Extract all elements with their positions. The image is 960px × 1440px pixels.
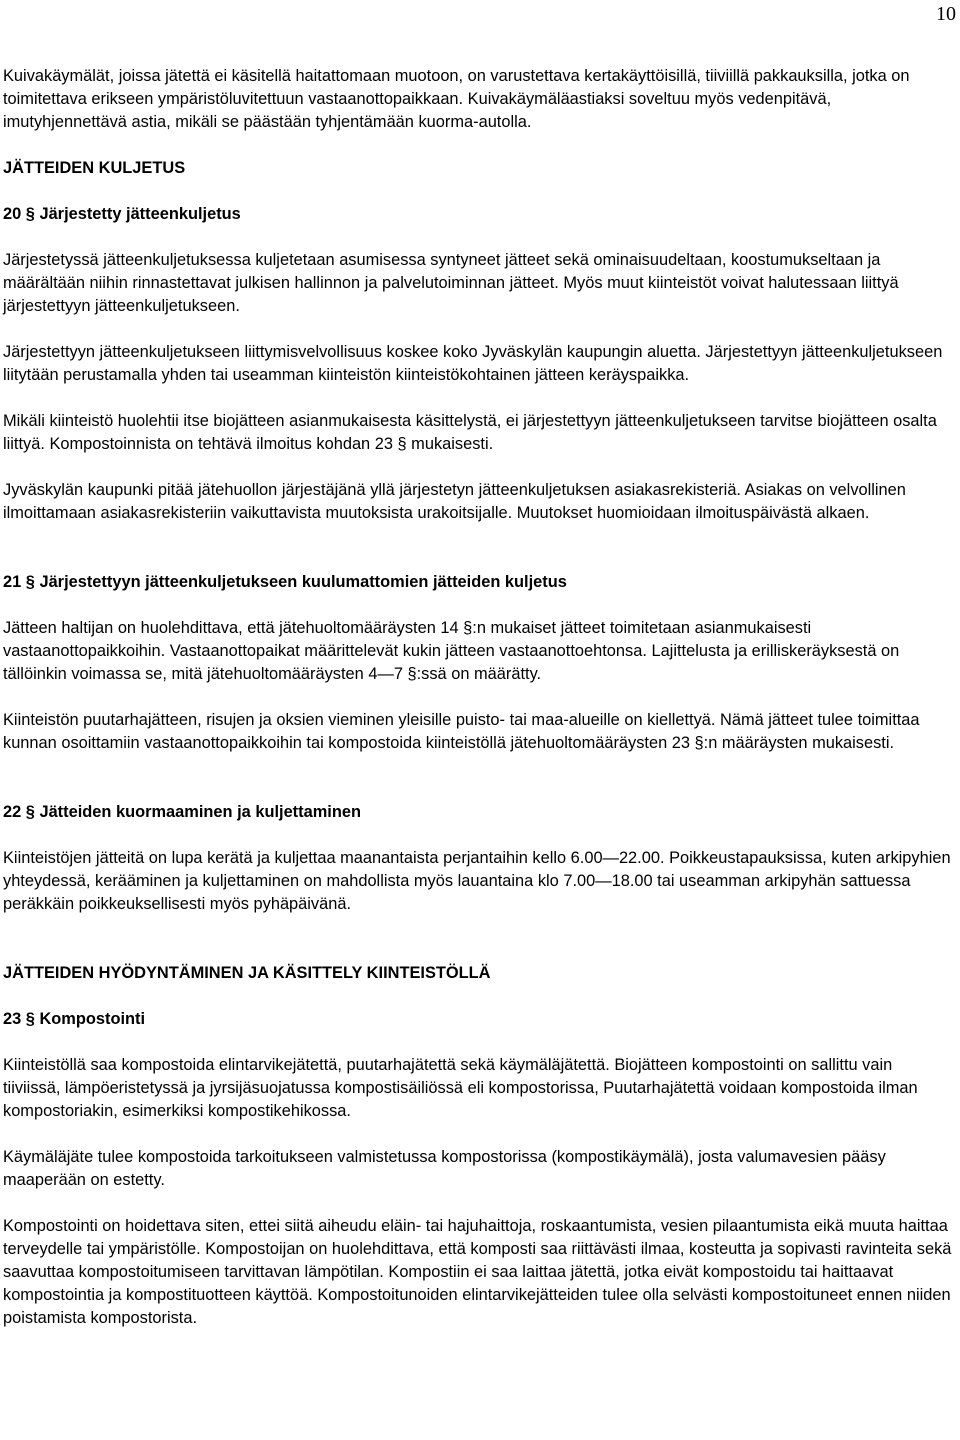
clause-20-paragraph: Järjestettyyn jätteenkuljetukseen liittymisvelvollisuus koskee koko Jyväskylän kaupungin aluetta. Järjestettyyn jätteenkuljetukseen liitytään perustamalla yhden tai useamman kiinteistön kiinteistökohtainen jätteen keräyspaikka.: [3, 343, 943, 384]
section-heading-jatteiden-kuljetus: JÄTTEIDEN KULJETUS: [3, 159, 186, 177]
clause-heading-22: 22 § Jätteiden kuormaaminen ja kuljettaminen: [3, 803, 361, 821]
clause-21-paragraph: Kiinteistön puutarhajätteen, risujen ja oksien vieminen yleisille puisto- tai maa-alueille on kiellettyä. Nämä jätteet tulee toimittaa kunnan osoittamiin vastaanottopaikkoihin tai kompostoida kiinteistöllä jätehuoltomääräysten 23 §:n määräysten mukaisesti.: [3, 711, 920, 752]
clause-23-paragraph: Käymäläjäte tulee kompostoida tarkoitukseen valmistetussa kompostorissa (kompostikäymälä), josta valumavesien pääsy maaperään on estetty.: [3, 1148, 886, 1189]
section-heading-hyodyntaminen: JÄTTEIDEN HYÖDYNTÄMINEN JA KÄSITTELY KIINTEISTÖLLÄ: [3, 964, 491, 982]
page-number: 10: [936, 3, 956, 25]
clause-20-paragraph: Jyväskylän kaupunki pitää jätehuollon järjestäjänä yllä järjestetyn jätteenkuljetuksen asiakasrekisteriä. Asiakas on velvollinen ilmoittamaan asiakasrekisteriin vaikuttavista muutoksista urakoitsijalle. Muutokset huomioidaan ilmoituspäivästä alkaen.: [3, 481, 906, 522]
intro-paragraph: Kuivakäymälät, joissa jätettä ei käsitellä haitattomaan muotoon, on varustettava kertakäyttöisillä, tiiviillä pakkauksilla, jotka on toimitettava erikseen ympäristöluvitettuun vastaanottopaikkaan. Kuivakäymäläastiaksi soveltuu myös vedenpitävä, imutyhjennettävä astia, mikäli se päästään tyhjentämään kuorma-autolla.: [3, 67, 910, 131]
clause-20-paragraph: Järjestetyssä jätteenkuljetuksessa kuljetetaan asumisessa syntyneet jätteet sekä ominaisuudeltaan, koostumukseltaan ja määrältään niihin rinnastettavat julkisen hallinnon ja palvelutoiminnan jätteet. Myös muut kiinteistöt voivat halutessaan liittyä järjestettyyn jätteenkuljetukseen.: [3, 251, 899, 315]
spacer: [3, 916, 953, 962]
spacer: [3, 755, 953, 801]
clause-23-paragraph: Kiinteistöllä saa kompostoida elintarvikejätettä, puutarhajätettä sekä käymäläjätettä. Biojätteen kompostointi on sallittu vain tiiviissä, lämpöeristetyssä ja jyrsijäsuojatussa kompostisäiliössä eli kompostorissa, Puutarhajätettä voidaan kompostoida ilman kompostoriakin, esimerkiksi kompostikehikossa.: [3, 1056, 918, 1120]
clause-21-paragraph: Jätteen haltijan on huolehdittava, että jätehuoltomääräysten 14 §:n mukaiset jätteet toimitetaan asianmukaisesti vastaanottopaikkoihin. Vastaanottopaikat määrittelevät kukin jätteen vastaanottoehtonsa. Lajittelusta ja erilliskeräyksestä on tällöinkin voimassa se, mitä jätehuoltomääräysten 4—7 §:ssä on määrätty.: [3, 619, 900, 683]
document-body: [3, 65, 953, 1330]
spacer: [3, 525, 953, 571]
clause-heading-23: 23 § Kompostointi: [3, 1010, 146, 1028]
clause-heading-20: 20 § Järjestetty jätteenkuljetus: [3, 205, 241, 223]
clause-23-paragraph: Kompostointi on hoidettava siten, ettei siitä aiheudu eläin- tai hajuhaittoja, roskaantumista, vesien pilaantumista eikä muuta haittaa terveydelle tai ympäristölle. Kompostoijan on huolehdittava, että komposti saa riittävästi ilmaa, kosteutta ja sopivasti ravinteita sekä saavuttaa kompostoitumiseen tarvittavan lämpötilan. Kompostiin ei saa laittaa jätettä, jotka eivät kompostoidu tai haittaavat kompostointia ja kompostituotteen käyttöä. Kompostoitunoiden elintarvikejätteiden tulee olla selvästi kompostoituneet ennen niiden poistamista kompostorista.: [3, 1217, 952, 1327]
clause-22-paragraph: Kiinteistöjen jätteitä on lupa kerätä ja kuljettaa maanantaista perjantaihin kello 6.00—22.00. Poikkeustapauksissa, kuten arkipyhien yhteydessä, kerääminen ja kuljettaminen on mahdollista myös lauantaina klo 7.00—18.00 tai useamman arkipyhän sattuessa peräkkäin poikkeuksellisesti myös pyhäpäivänä.: [3, 849, 951, 913]
clause-heading-21: 21 § Järjestettyyn jätteenkuljetukseen kuulumattomien jätteiden kuljetus: [3, 573, 567, 591]
clause-20-paragraph: Mikäli kiinteistö huolehtii itse biojätteen asianmukaisesta käsittelystä, ei järjestettyyn jätteenkuljetukseen tarvitse biojätteen osalta liittyä. Kompostoinnista on tehtävä ilmoitus kohdan 23 § mukaisesti.: [3, 412, 937, 453]
